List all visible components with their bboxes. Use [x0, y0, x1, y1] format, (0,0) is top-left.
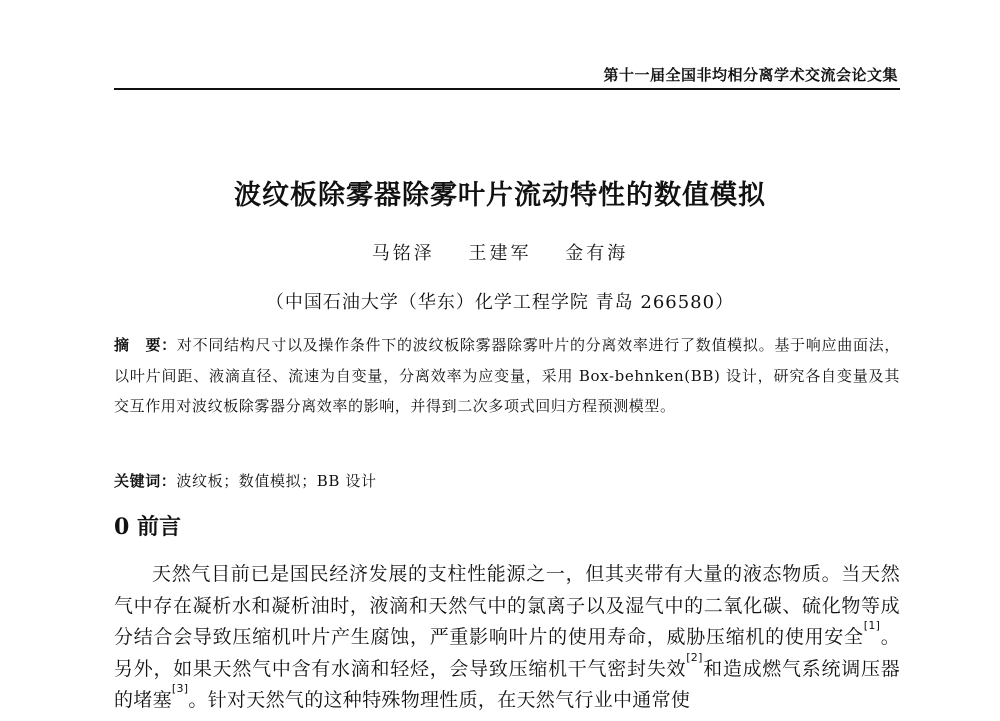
abstract: [114, 330, 900, 422]
keywords: [114, 470, 900, 491]
keywords-label: 关键词：: [114, 472, 177, 490]
author-name: 王建军: [468, 243, 532, 264]
paper-title: 波纹板除雾器除雾叶片流动特性的数值模拟: [234, 180, 766, 211]
running-header-text: 第十一届全国非均相分离学术交流会论文集: [603, 66, 898, 84]
author-name: 金有海: [565, 243, 629, 264]
citation-ref: [3]: [171, 682, 189, 696]
author-name: 马铭泽: [371, 243, 435, 264]
body-paragraph: [114, 559, 900, 717]
affiliation: （中国石油大学（华东）化学工程学院 青岛 266580）: [265, 292, 735, 313]
body-text-segment: 。针对天然气的这种特殊物理性质，在天然气行业中通常使: [188, 689, 691, 712]
author-list: [0, 239, 1000, 265]
section-heading: 0 前言: [114, 514, 181, 540]
keywords-text: 波纹板；数值模拟；BB 设计: [176, 472, 377, 490]
running-header: [114, 62, 900, 90]
abstract-text: 对不同结构尺寸以及操作条件下的波纹板除雾器除雾叶片的分离效率进行了数值模拟。基于响应曲面法，以叶片间距、液滴直径、流速为自变量，分离效率为应变量，采用 Box-behnken(BB) 设计，研究各自变量及其交互作用对波纹板除雾器分离效率的影响，并得到二次多项式回归方程预测模型。: [114, 336, 900, 415]
body-text-segment: 。另外，如果天然气中含有水滴和轻烃，会导致压缩机干气密封失效: [114, 626, 900, 680]
body-text-segment: 和造成燃气系统调压器的堵塞: [114, 657, 900, 712]
citation-ref: [1]: [863, 619, 881, 633]
citation-ref: [2]: [686, 650, 703, 664]
body-text-segment: 天然气目前已是国民经济发展的支柱性能源之一，但其夹带有大量的液态物质。当天然气中存在凝析水和凝析油时，液滴和天然气中的氯离子以及湿气中的二氧化碳、硫化物等成分结合会导致压缩机叶片产生腐蚀，严重影响叶片的使用寿命，威胁压缩机的使用安全: [114, 563, 900, 649]
abstract-label: 摘 要：: [114, 336, 177, 354]
